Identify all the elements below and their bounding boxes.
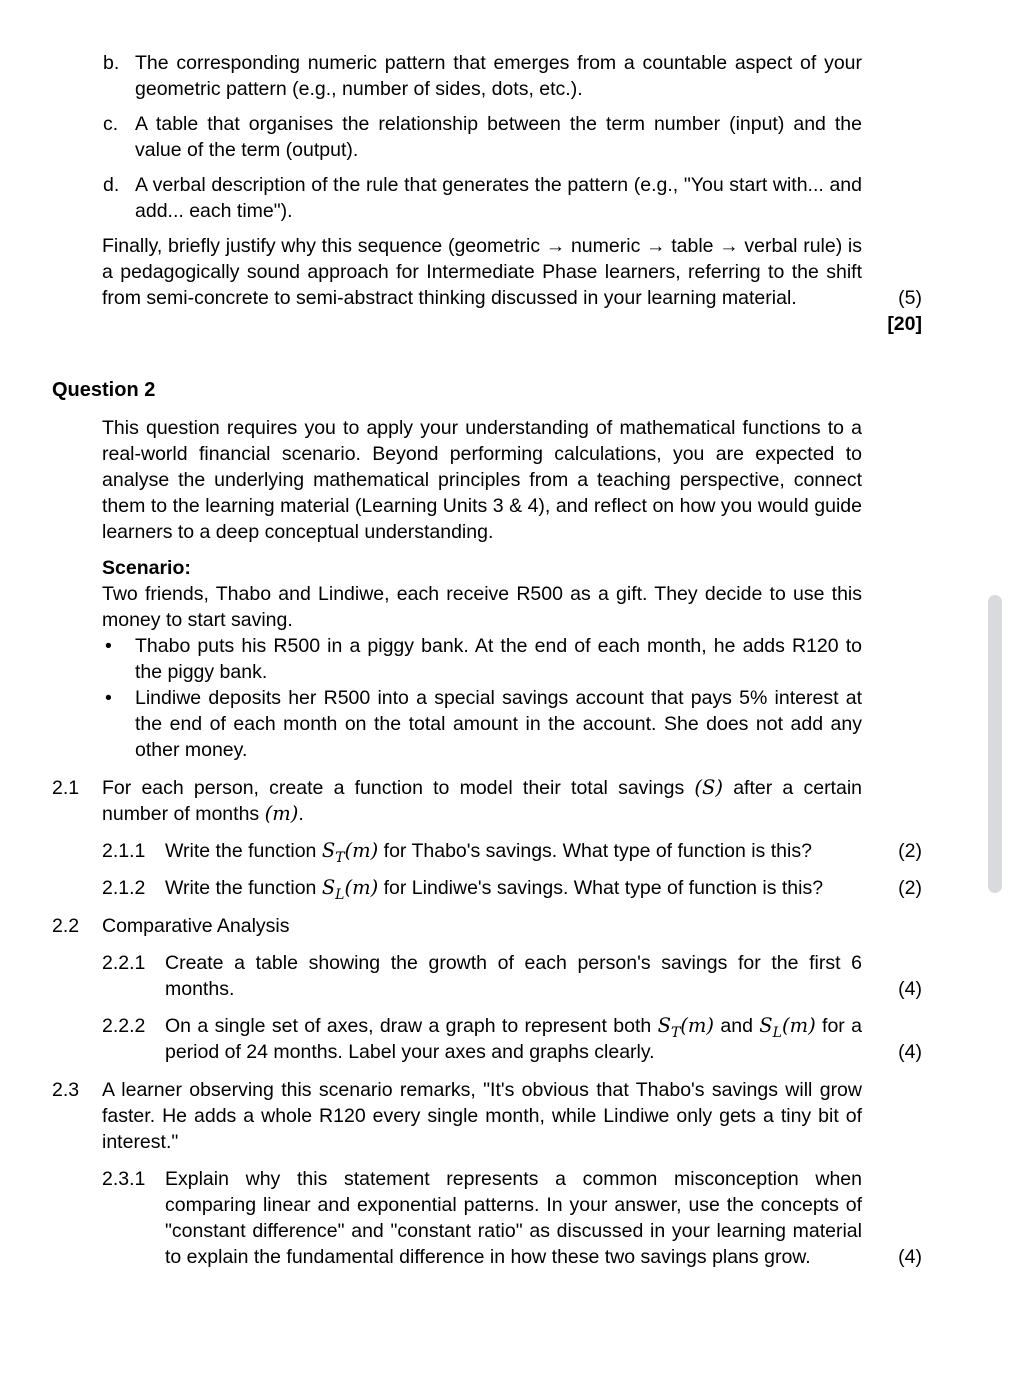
list-item-text: The corresponding numeric pattern that emerges from a countable aspect of your geometric pattern (e.g., number of sides, dots, etc.).: [135, 52, 862, 100]
marks-badge: (2): [898, 840, 922, 862]
item-2-1-1: [102, 838, 922, 864]
document-content: [52, 50, 922, 1270]
item-text: Comparative Analysis: [102, 915, 290, 937]
item-number: 2.1: [52, 777, 80, 799]
bullet-icon: •: [105, 687, 112, 709]
item-2-2-1: [102, 950, 922, 1002]
item-2-2: [52, 913, 922, 939]
item-text: Write the function $S_T(m)$ for Thabo's savings. What type of function is this?: [165, 839, 812, 866]
total-marks: [20]: [887, 313, 922, 335]
item-text: Write the function $S_L(m)$ for Lindiwe's savings. What type of function is this?: [165, 876, 824, 903]
list-item-text: A verbal description of the rule that generates the pattern (e.g., "You start with... and add... each time").: [135, 174, 862, 222]
item-number: 2.3: [52, 1079, 80, 1101]
bullet-text: Thabo puts his R500 in a piggy bank. At the end of each month, he adds R120 to the piggy bank.: [135, 635, 862, 683]
item-number: 2.2.1: [102, 952, 146, 974]
closing-paragraph: Finally, briefly justify why this sequence (geometric → numeric → table → verbal rule) is a pedagogically sound approach for Intermediate Phase learners, referring to the shift from semi-concrete to semi-abstract thinking discussed in your learning material.: [102, 235, 862, 309]
question2-intro: This question requires you to apply your understanding of mathematical functions to a real-world financial scenario. Beyond performing calculations, you are expected to analyse the underlying mathematical principles from a teaching perspective, connect them to the learning material (Learning Units 3 & 4), and reflect on how you would guide learners to a deep conceptual understanding.: [102, 417, 862, 543]
item-2-1-2: [102, 875, 922, 901]
list-item-d: [103, 172, 922, 224]
bullet-icon: •: [105, 635, 112, 657]
scenario-bullet-thabo: [105, 633, 922, 685]
item-number: 2.2.2: [102, 1015, 146, 1037]
scrollbar-thumb[interactable]: [988, 595, 1002, 893]
item-number: 2.1.2: [102, 877, 146, 899]
marks-badge: (2): [898, 877, 922, 899]
question2-heading: Question 2: [52, 379, 156, 401]
closing-paragraph-row: [52, 233, 922, 311]
marks-badge: (5): [898, 287, 922, 309]
scenario-bullet-lindiwe: [105, 685, 922, 763]
item-text: A learner observing this scenario remarks, "It's obvious that Thabo's savings will grow faster. He adds a whole R120 every single month, while Lindiwe only gets a tiny bit of interest.": [102, 1079, 862, 1153]
item-2-1: [52, 775, 922, 827]
list-item-b: [103, 50, 922, 102]
item-2-2-2: [102, 1013, 922, 1065]
list-marker: d.: [103, 174, 120, 196]
item-number: 2.2: [52, 915, 80, 937]
bullet-text: Lindiwe deposits her R500 into a special savings account that pays 5% interest at the end of each month on the total amount in the account. She does not add any other money.: [135, 687, 862, 761]
item-number: 2.1.1: [102, 840, 146, 862]
marks-badge: (4): [898, 1246, 922, 1268]
scenario-text: Two friends, Thabo and Lindiwe, each receive R500 as a gift. They decide to use this money to start saving.: [102, 583, 862, 631]
item-2-3-1: [102, 1166, 922, 1270]
item-text: For each person, create a function to model their total savings (S) after a certain number of months (m).: [102, 776, 862, 825]
list-marker: c.: [103, 113, 119, 135]
item-text: Create a table showing the growth of each person's savings for the first 6 months.: [165, 952, 862, 1000]
marks-badge: (4): [898, 978, 922, 1000]
list-item-c: [103, 111, 922, 163]
item-number: 2.3.1: [102, 1168, 146, 1190]
item-text: On a single set of axes, draw a graph to represent both $S_T(m)$ and $S_L(m)$ for a period of 24 months. Label your axes and graphs clearly.: [165, 1014, 863, 1063]
item-text: Explain why this statement represents a common misconception when comparing linear and exponential patterns. In your answer, use the concepts of "constant difference" and "constant ratio" as discussed in your learning material to explain the fundamental difference in how these two savings plans grow.: [165, 1168, 862, 1268]
list-marker: b.: [103, 52, 120, 74]
scenario-label: Scenario:: [102, 557, 191, 579]
marks-badge: (4): [898, 1041, 922, 1063]
list-item-text: A table that organises the relationship between the term number (input) and the value of the term (output).: [135, 113, 862, 161]
item-2-3: [52, 1077, 922, 1155]
